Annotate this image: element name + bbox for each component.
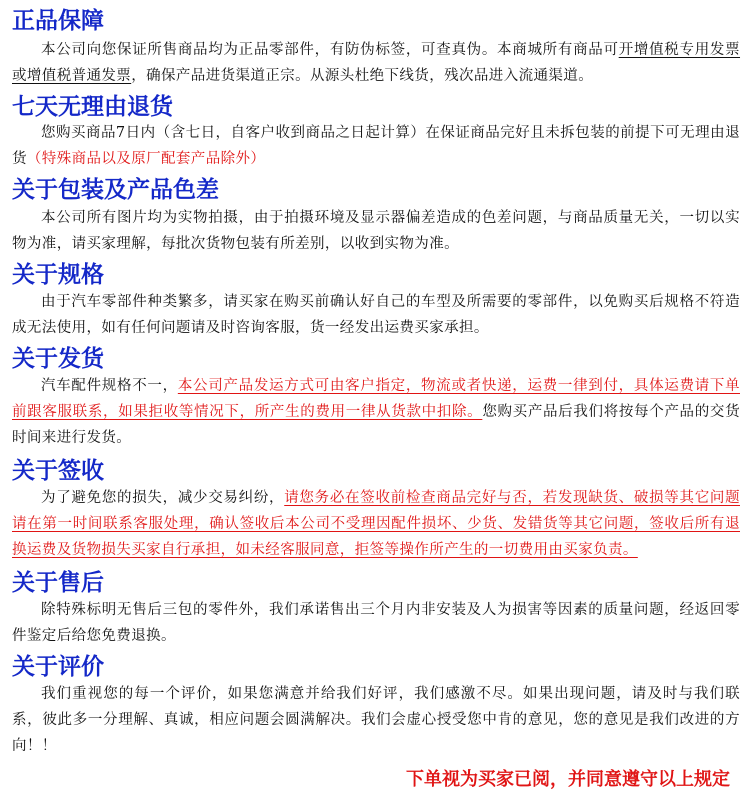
section-body-specs: 由于汽车零部件种类繁多，请买家在购买前确认好自己的车型及所需要的零部件，以免购买后规格不符造成无法使用，如有任何问题请及时咨询客服，货一经发出运费买家承担。: [12, 294, 740, 336]
section-title-returns: 七天无理由退货: [12, 94, 173, 120]
section-body-genuine: 本公司向您保证所售商品均为正品零部件，有防伪标签，可查真伪。本商城所有商品可开增值税专用发票或增值税普通发票，确保产品进货渠道正宗。从源头杜绝下线货，残次品进入流通渠道。: [12, 42, 741, 84]
section-title-genuine: 正品保障: [12, 8, 104, 34]
section-body-shipping: 汽车配件规格不一，本公司产品发运方式可由客户指定，物流或者快递，运费一律到付，具体运费请下单前跟客服联系，如果拒收等情况下，所产生的费用一律从货款中扣除。您购买产品后我们将按每个产品的交货时间来进行发货。: [12, 378, 740, 446]
section-body-returns: 您购买商品7日内（含七日，自客户收到商品之日起计算）在保证商品完好且未拆包装的前提下可无理由退货（特殊商品以及原厂配套产品除外）: [12, 125, 740, 167]
section-title-reviews: 关于评价: [12, 654, 104, 680]
section-body-packaging: 本公司所有图片均为实物拍摄，由于拍摄环境及显示器偏差造成的色差问题，与商品质量无关，一切以实物为准，请买家理解，每批次货物包装有所差别，以收到实物为准。: [12, 210, 740, 252]
agreement-notice: 下单视为买家已阅，并同意遵守以上规定: [406, 769, 730, 790]
section-title-signing: 关于签收: [12, 458, 104, 484]
section-title-shipping: 关于发货: [12, 346, 104, 372]
section-body-reviews: 我们重视您的每一个评价，如果您满意并给我们好评，我们感激不尽。如果出现问题，请及时与我们联系，彼此多一分理解、真诚，相应问题会圆满解决。我们会虚心授受您中肯的意见，您的意见是我们改进的方向！！: [12, 686, 740, 754]
section-body-aftersales: 除特殊标明无售后三包的零件外，我们承诺售出三个月内非安装及人为损害等因素的质量问题，经返回零件鉴定后给您免费退换。: [12, 602, 740, 644]
section-title-aftersales: 关于售后: [12, 570, 104, 596]
section-title-specs: 关于规格: [12, 262, 104, 288]
section-title-packaging: 关于包装及产品色差: [12, 177, 219, 203]
section-body-signing: 为了避免您的损失，减少交易纠纷，请您务必在签收前检查商品完好与否，若发现缺货、破损等其它问题请在第一时间联系客服处理，确认签收后本公司不受理因配件损坏、少货、发错货等其它问题，签收后所有退换运费及货物损失买家自行承担，如未经客服同意，拒签等操作所产生的一切费用由买家负责。: [12, 490, 740, 558]
